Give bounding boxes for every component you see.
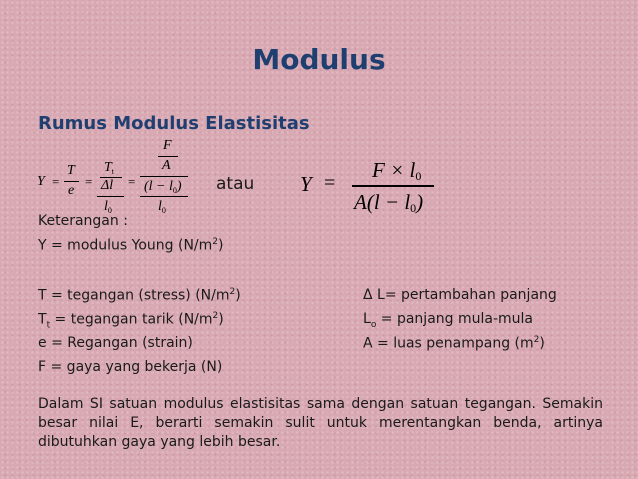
formula-l0: $l_0$ — [104, 199, 112, 215]
formula-equals: = — [52, 174, 60, 189]
formula-a: A — [162, 158, 171, 173]
formula-y: Y — [300, 172, 312, 196]
formula-equals: = — [128, 174, 136, 189]
formula-e: e — [68, 183, 75, 198]
formula-numerator: F × l0 — [372, 158, 422, 183]
legend-delta-l: Δ L= pertambahan panjang — [363, 287, 557, 303]
fraction-bar — [64, 181, 79, 182]
formula-f: F — [163, 138, 172, 153]
formula-paren: $(l - l_0)$ — [144, 179, 182, 195]
formula-y: Y — [37, 174, 45, 189]
formula-denominator: A(l − l0) — [354, 190, 424, 215]
keterangan-heading: Keterangan : — [38, 213, 128, 229]
formula-equals: = — [85, 174, 93, 189]
legend-y: Y = modulus Young $(N/m^2)$ — [38, 237, 224, 254]
legend-tt: $T_t$ = tegangan tarik $(N/m^2)$ — [38, 311, 224, 331]
fraction-bar — [97, 196, 124, 197]
fraction-bar — [140, 196, 188, 197]
formula-l0: $l_0$ — [158, 199, 166, 215]
formula-delta-l: Δl — [101, 178, 114, 193]
si-paragraph: Dalam SI satuan modulus elastisitas sama dengan satuan tegangan. Semakin besar nilai E, berarti semakin sulit untuk merentangkan benda, artinya dibutuhkan gaya yang lebih besar. — [38, 396, 603, 450]
fraction-bar — [352, 185, 434, 187]
atau-label: atau — [216, 174, 255, 194]
formula-t: T — [67, 163, 75, 178]
legend-t: T = tegangan (stress) $(N/m^2)$ — [38, 287, 241, 304]
slide-title: Modulus — [252, 43, 386, 76]
formula-equals: = — [324, 172, 336, 194]
legend-e: e = Regangan (strain) — [38, 335, 193, 351]
fraction-bar — [158, 156, 178, 157]
slide-subtitle: Rumus Modulus Elastisitas — [38, 113, 310, 134]
legend-f: F = gaya yang bekerja (N) — [38, 359, 223, 375]
legend-a: A = luas penampang $(m^2)$ — [363, 335, 545, 352]
formula-tt: $T_t$ — [104, 160, 115, 176]
fraction-bar — [140, 176, 188, 177]
legend-lo: $L_o$ = panjang mula-mula — [363, 311, 533, 330]
